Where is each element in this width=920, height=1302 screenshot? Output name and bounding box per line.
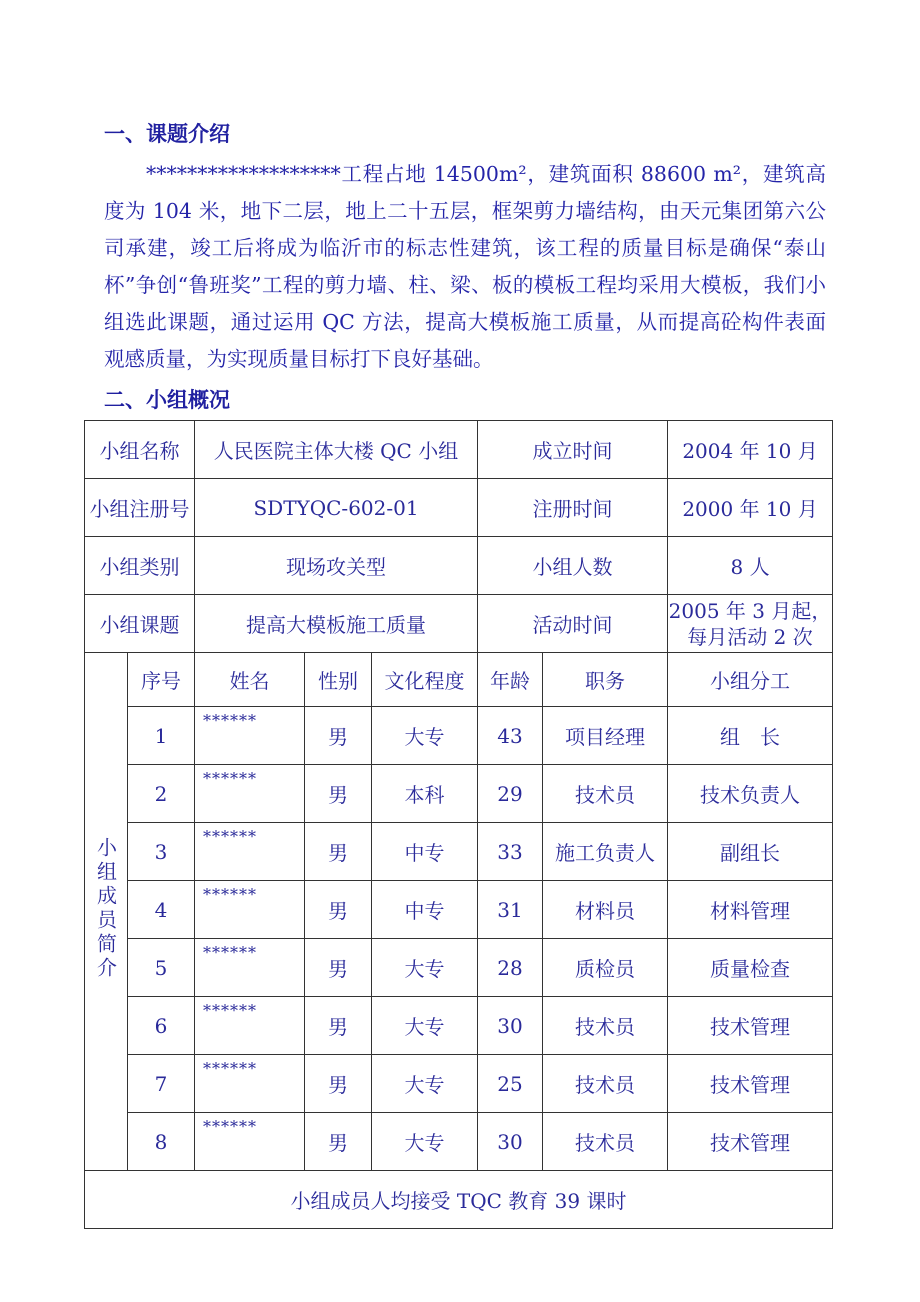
section-heading-group: 二、小组概况 [104, 388, 230, 412]
founded-label: 成立时间 [478, 421, 668, 479]
col-header: 文化程度 [372, 653, 478, 707]
regtime-label: 注册时间 [478, 479, 668, 537]
member-gender: 男 [305, 1113, 372, 1171]
table-row [85, 939, 833, 997]
member-age: 25 [478, 1055, 543, 1113]
intro-text: *******************工程占地 14500m²，建筑面积 88600 m²，建筑高度为 104 米，地下二层，地上二十五层，框架剪力墙结构，由天元集团第六公司承建，竣工后将成为临沂市的标志性建筑，该工程的质量目标是确保“泰山杯”争创“鲁班奖”工程的剪力墙、柱、梁、板的模板工程均采用大模板，我们小组选此课题，通过运用 QC 方法，提高大模板施工质量，从而提高砼构件表面观感质量，为实现质量目标打下良好基础。 [104, 162, 826, 371]
col-header: 姓名 [195, 653, 305, 707]
table-row [85, 881, 833, 939]
intro-paragraph [104, 156, 826, 378]
table-row [85, 1113, 833, 1171]
member-gender: 男 [305, 707, 372, 765]
member-role: 材料管理 [668, 881, 833, 939]
member-role: 技术管理 [668, 1113, 833, 1171]
count-value: 8 人 [668, 537, 833, 595]
activity-value [668, 595, 833, 653]
member-name: ****** [195, 997, 305, 1055]
member-gender: 男 [305, 1055, 372, 1113]
member-position: 技术员 [543, 997, 668, 1055]
member-position: 质检员 [543, 939, 668, 997]
member-education: 大专 [372, 1055, 478, 1113]
member-age: 28 [478, 939, 543, 997]
member-name: ****** [195, 1113, 305, 1171]
reg-label: 小组注册号 [85, 479, 195, 537]
member-education: 中专 [372, 881, 478, 939]
training-note: 小组成员人均接受 TQC 教育 39 课时 [85, 1171, 833, 1229]
member-name: ****** [195, 823, 305, 881]
col-header: 小组分工 [668, 653, 833, 707]
section-heading-intro: 一、课题介绍 [104, 122, 230, 146]
table-footer-row [85, 1171, 833, 1229]
table-row [85, 997, 833, 1055]
count-label: 小组人数 [478, 537, 668, 595]
col-header: 职务 [543, 653, 668, 707]
member-gender: 男 [305, 939, 372, 997]
member-no: 8 [128, 1113, 195, 1171]
member-age: 30 [478, 997, 543, 1055]
member-age: 31 [478, 881, 543, 939]
member-no: 5 [128, 939, 195, 997]
info-row-reg [85, 479, 833, 537]
member-no: 7 [128, 1055, 195, 1113]
table-row [85, 765, 833, 823]
col-header: 性别 [305, 653, 372, 707]
member-gender: 男 [305, 881, 372, 939]
member-gender: 男 [305, 997, 372, 1055]
member-education: 大专 [372, 939, 478, 997]
members-side-label [85, 653, 128, 1171]
member-role: 技术负责人 [668, 765, 833, 823]
member-age: 29 [478, 765, 543, 823]
member-no: 3 [128, 823, 195, 881]
members-side-text: 小组成员简介 [93, 837, 118, 981]
group-table [84, 420, 833, 1229]
member-education: 中专 [372, 823, 478, 881]
col-header: 序号 [128, 653, 195, 707]
activity-label: 活动时间 [478, 595, 668, 653]
member-name: ****** [195, 1055, 305, 1113]
member-no: 1 [128, 707, 195, 765]
table-row [85, 707, 833, 765]
founded-value: 2004 年 10 月 [668, 421, 833, 479]
member-position: 技术员 [543, 1055, 668, 1113]
table-row [85, 1055, 833, 1113]
member-education: 本科 [372, 765, 478, 823]
member-role: 技术管理 [668, 997, 833, 1055]
member-position: 技术员 [543, 765, 668, 823]
info-row-type [85, 537, 833, 595]
member-name: ****** [195, 939, 305, 997]
topic-value: 提高大模板施工质量 [195, 595, 478, 653]
member-no: 2 [128, 765, 195, 823]
regtime-value: 2000 年 10 月 [668, 479, 833, 537]
member-role: 副组长 [668, 823, 833, 881]
member-position: 施工负责人 [543, 823, 668, 881]
member-education: 大专 [372, 1113, 478, 1171]
member-no: 4 [128, 881, 195, 939]
topic-label: 小组课题 [85, 595, 195, 653]
type-value: 现场攻关型 [195, 537, 478, 595]
member-name: ****** [195, 881, 305, 939]
group-name-label: 小组名称 [85, 421, 195, 479]
member-education: 大专 [372, 707, 478, 765]
member-position: 技术员 [543, 1113, 668, 1171]
member-gender: 男 [305, 765, 372, 823]
reg-value: SDTYQC-602-01 [195, 479, 478, 537]
member-role: 组 长 [668, 707, 833, 765]
member-position: 材料员 [543, 881, 668, 939]
member-education: 大专 [372, 997, 478, 1055]
member-no: 6 [128, 997, 195, 1055]
member-role: 技术管理 [668, 1055, 833, 1113]
info-row-name [85, 421, 833, 479]
group-name-value: 人民医院主体大楼 QC 小组 [195, 421, 478, 479]
member-gender: 男 [305, 823, 372, 881]
member-age: 33 [478, 823, 543, 881]
member-age: 43 [478, 707, 543, 765]
info-row-topic [85, 595, 833, 653]
member-role: 质量检查 [668, 939, 833, 997]
table-row [85, 823, 833, 881]
member-header-row [85, 653, 833, 707]
type-label: 小组类别 [85, 537, 195, 595]
member-name: ****** [195, 707, 305, 765]
member-name: ****** [195, 765, 305, 823]
activity-value-line2: 每月活动 2 次 [687, 624, 813, 649]
col-header: 年龄 [478, 653, 543, 707]
activity-value-line1: 2005 年 3 月起， [668, 598, 832, 623]
member-position: 项目经理 [543, 707, 668, 765]
member-age: 30 [478, 1113, 543, 1171]
